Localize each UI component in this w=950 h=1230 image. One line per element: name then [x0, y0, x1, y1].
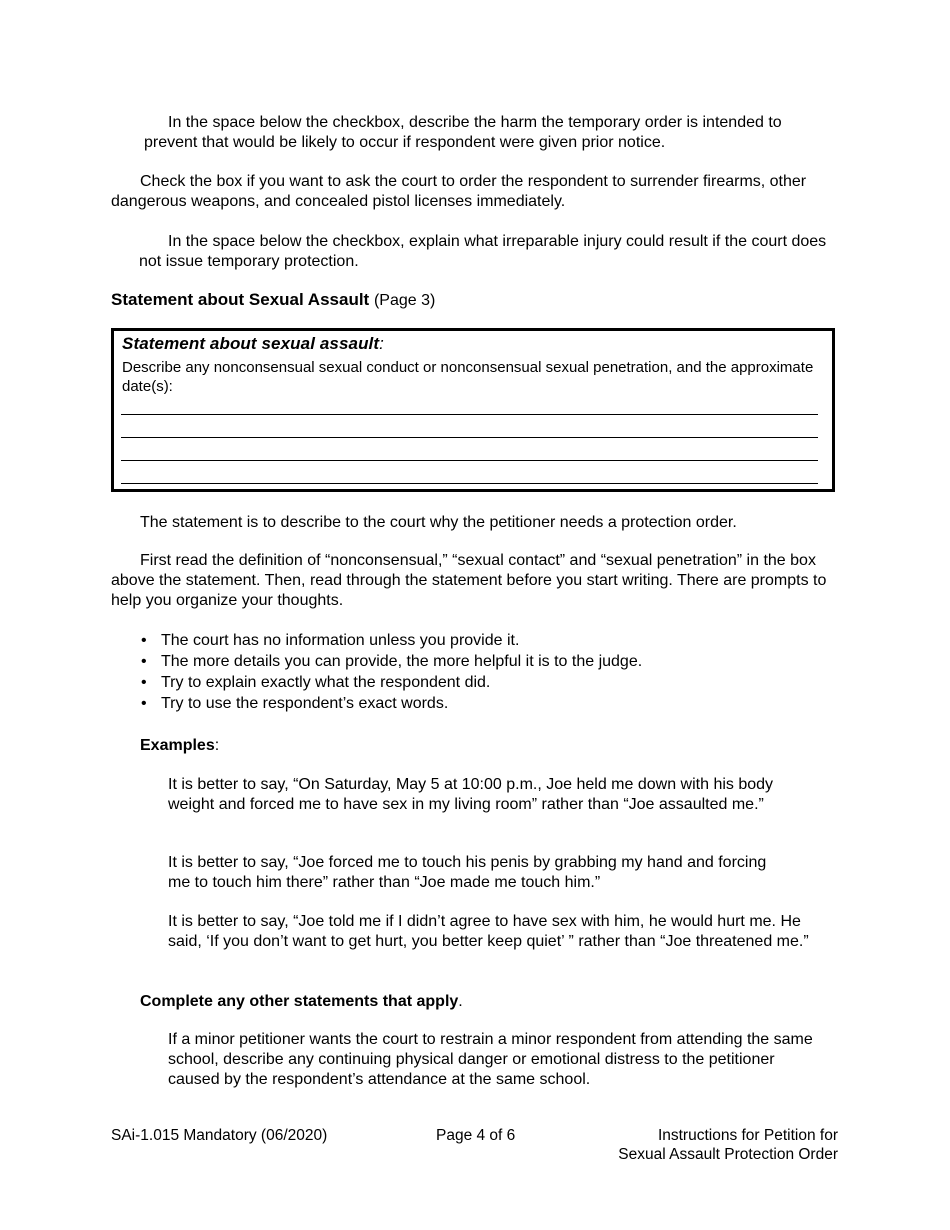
statement-write-line	[121, 437, 818, 438]
list-item: • Try to use the respondent’s exact words.	[141, 695, 449, 712]
injury-paragraph: In the space below the checkbox, explain what irreparable injury could result if the court does not issue temporary protection.	[139, 233, 827, 270]
footer-page-number: Page 4 of 6	[436, 1127, 516, 1144]
minor-petitioner-paragraph: If a minor petitioner wants the court to restrain a minor respondent from attending the same school, describe any continuing physical danger or emotional distress to the petitioner caused by the respondent’s attendance at the same school.	[168, 1031, 813, 1088]
footer-doc-title	[618, 1126, 838, 1164]
section-heading	[111, 290, 435, 311]
footer-doc-title-line2: Sexual Assault Protection Order	[618, 1146, 838, 1163]
list-item: • Try to explain exactly what the respondent did.	[141, 674, 491, 691]
bullet-icon: •	[141, 695, 147, 712]
bullet-icon: •	[141, 674, 147, 691]
footer-form-id: SAi-1.015 Mandatory (06/2020)	[111, 1127, 328, 1144]
statement-write-line	[121, 460, 818, 461]
purpose-paragraph: The statement is to describe to the court why the petitioner needs a protection order.	[140, 514, 737, 531]
section-title: Statement about Sexual Assault	[111, 290, 370, 309]
harm-paragraph: In the space below the checkbox, describe the harm the temporary order is intended to prevent that would be likely to occur if respondent were given prior notice.	[144, 114, 782, 151]
bullet-icon: •	[141, 653, 147, 670]
statement-box-title: Statement about sexual assault:	[122, 334, 384, 353]
example-item: It is better to say, “Joe forced me to touch his penis by grabbing my hand and forcing me to touch him there” rather than “Joe made me touch him.”	[168, 854, 767, 891]
statement-box-description: Describe any nonconsensual sexual conduct or nonconsensual sexual penetration, and the approximate date(s):	[122, 359, 814, 395]
tips-list	[140, 630, 840, 714]
section-page-ref: (Page 3)	[373, 292, 436, 309]
example-item: It is better to say, “Joe told me if I didn’t agree to have sex with him, he would hurt me. He said, ‘If you don’t want to get hurt, you better keep quiet’ ” rather than “Joe threatened me.”	[168, 913, 809, 950]
other-statements-label: Complete any other statements that apply.	[140, 993, 463, 1010]
instructions-paragraph: First read the definition of “nonconsensual,” “sexual contact” and “sexual penetration” in the box above the statement. Then, read through the statement before you start writing. There are prompts to help you organize your thoughts.	[111, 552, 827, 609]
statement-write-line	[121, 483, 818, 484]
list-item: • The more details you can provide, the more helpful it is to the judge.	[141, 653, 643, 670]
example-item: It is better to say, “On Saturday, May 5 at 10:00 p.m., Joe held me down with his body weight and forced me to have sex in my living room” rather than “Joe assaulted me.”	[168, 776, 774, 813]
statement-write-line	[121, 414, 818, 415]
footer-doc-title-line1: Instructions for Petition for	[657, 1127, 838, 1144]
examples-label: Examples:	[140, 737, 220, 754]
statement-box	[111, 328, 835, 492]
list-item: • The court has no information unless you provide it.	[141, 632, 520, 649]
firearms-paragraph: Check the box if you want to ask the court to order the respondent to surrender firearms, other dangerous weapons, and concealed pistol licenses immediately.	[111, 173, 807, 210]
bullet-icon: •	[141, 632, 147, 649]
